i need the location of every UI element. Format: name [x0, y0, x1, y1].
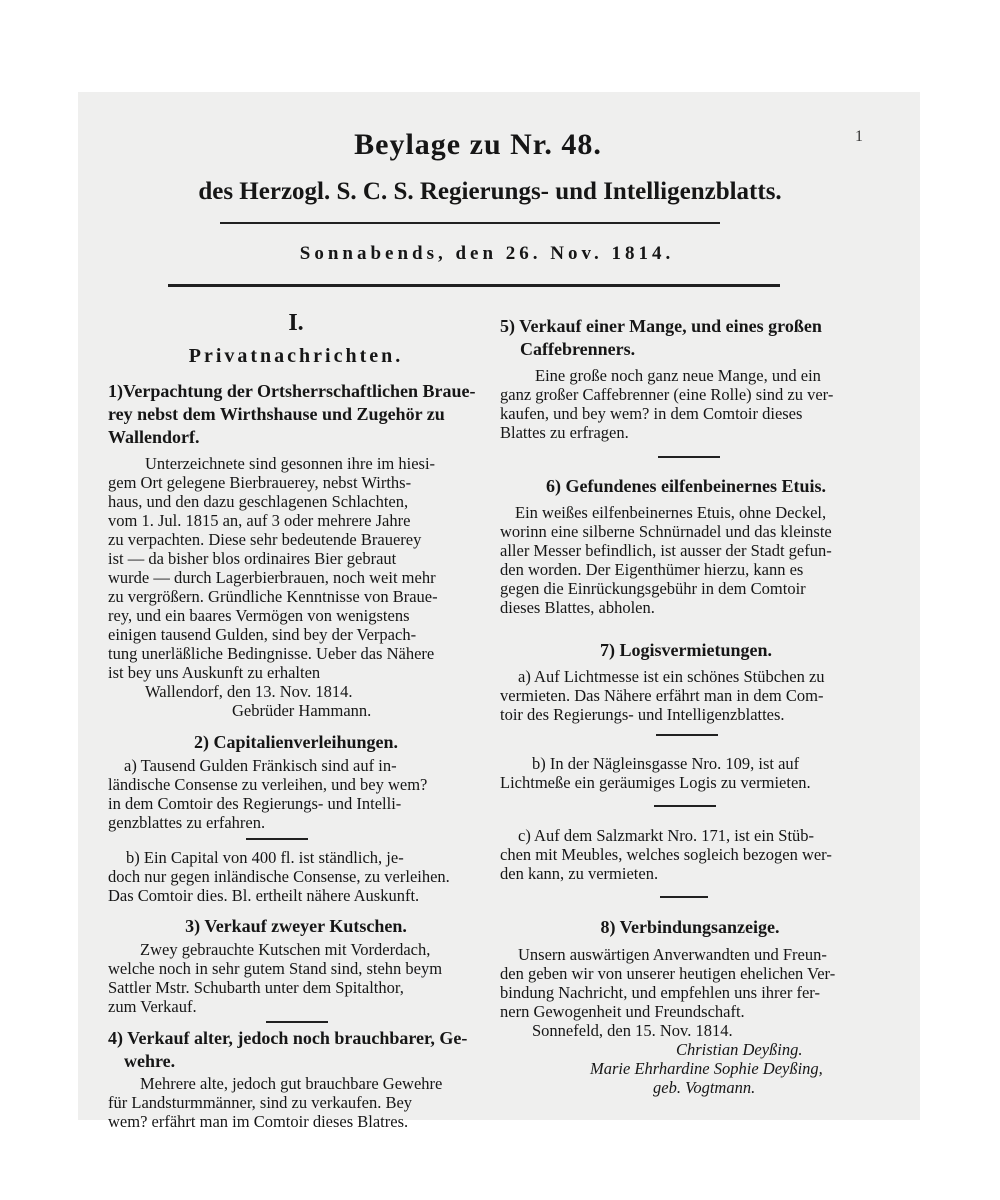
divider — [246, 838, 308, 840]
header-divider — [220, 222, 720, 224]
body-line: in dem Comtoir des Regierungs- und Intelli- — [108, 794, 402, 813]
body-line: Unsern auswärtigen Anverwandten und Freun- — [518, 945, 827, 964]
item1-heading: Wallendorf. — [108, 427, 200, 447]
item5-heading: 5) Verkauf einer Mange, und eines großen — [500, 316, 822, 336]
body-line: Zwey gebrauchte Kutschen mit Vorderdach, — [140, 940, 431, 959]
body-line: a) Auf Lichtmesse ist ein schönes Stübchen zu — [518, 667, 825, 686]
page-title: Beylage zu Nr. 48. — [354, 128, 602, 161]
body-line: kaufen, und bey wem? in dem Comtoir dieses — [500, 404, 803, 423]
body-line: dieses Blattes, abholen. — [500, 598, 655, 617]
body-line: ganz großer Caffebrenner (eine Rolle) sind zu ver- — [500, 385, 834, 404]
place-date: Wallendorf, den 13. Nov. 1814. — [145, 682, 353, 701]
body-line: doch nur gegen inländische Consense, zu verleihen. — [108, 867, 450, 886]
section-number: I. — [288, 310, 304, 336]
body-line: gem Ort gelegene Bierbrauerey, nebst Wirths- — [108, 473, 412, 492]
body-line: chen mit Meubles, welches sogleich bezogen wer- — [500, 845, 832, 864]
signature: geb. Vogtmann. — [653, 1078, 756, 1097]
body-line: ist bey uns Auskunft zu erhalten — [108, 663, 321, 682]
body-line: haus, und den dazu geschlagenen Schlachten, — [108, 492, 409, 511]
item6-heading: 6) Gefundenes eilfenbeinernes Etuis. — [545, 476, 827, 496]
item4-heading: 4) Verkauf alter, jedoch noch brauchbarer, Ge- — [108, 1028, 468, 1048]
body-line: ist — da bisher blos ordinaires Bier gebraut — [108, 549, 397, 568]
body-line: Eine große noch ganz neue Mange, und ein — [535, 366, 821, 385]
divider — [660, 896, 708, 898]
signature: Marie Ehrhardine Sophie Deyßing, — [590, 1059, 823, 1078]
body-line: toir des Regierungs- und Intelligenzblattes. — [500, 705, 785, 724]
header-bottom-rule — [168, 284, 780, 287]
divider — [654, 805, 716, 807]
item4-heading: wehre. — [124, 1051, 176, 1071]
body-line: den worden. Der Eigenthümer hierzu, kann es — [500, 560, 804, 579]
body-line: aller Messer befindlich, ist ausser der Stadt gefun- — [500, 541, 832, 560]
body-line: vermieten. Das Nähere erfährt man in dem Com- — [500, 686, 824, 705]
divider — [658, 456, 720, 458]
body-line: einigen tausend Gulden, sind bey der Verpach- — [108, 625, 417, 644]
issue-date: Sonnabends, den 26. Nov. 1814. — [299, 243, 675, 264]
body-line: Lichtmeße ein geräumiges Logis zu vermieten. — [500, 773, 811, 792]
body-line: Das Comtoir dies. Bl. ertheilt nähere Auskunft. — [108, 886, 420, 905]
body-line: wurde — durch Lagerbierbrauen, noch weit mehr — [108, 568, 436, 587]
body-line: Sattler Mstr. Schubarth unter dem Spitalthor, — [108, 978, 404, 997]
body-line: den geben wir von unserer heutigen ehelichen Ver- — [500, 964, 836, 983]
item1-heading: rey nebst dem Wirthshause und Zugehör zu — [108, 404, 445, 424]
body-line: zum Verkauf. — [108, 997, 197, 1016]
body-line: nern Gewogenheit und Freundschaft. — [500, 1002, 745, 1021]
item1-heading: 1)Verpachtung der Ortsherrschaftlichen Braue- — [108, 381, 476, 401]
body-line: wem? erfährt man im Comtoir dieses Blatres. — [108, 1112, 409, 1131]
item3-heading: 3) Verkauf zweyer Kutschen. — [185, 916, 407, 936]
body-line: worinn eine silberne Schnürnadel und das kleinste — [500, 522, 832, 541]
body-line: c) Auf dem Salzmarkt Nro. 171, ist ein Stüb- — [518, 826, 815, 845]
body-line: Mehrere alte, jedoch gut brauchbare Gewehre — [140, 1074, 443, 1093]
divider — [656, 734, 718, 736]
page-subtitle: des Herzogl. S. C. S. Regierungs- und Intelligenzblatts. — [198, 178, 782, 205]
page-mark: 1 — [855, 128, 863, 145]
body-line: ländische Consense zu verleihen, und bey wem? — [108, 775, 428, 794]
body-line: a) Tausend Gulden Fränkisch sind auf in- — [124, 756, 397, 775]
body-line: Ein weißes eilfenbeinernes Etuis, ohne Deckel, — [515, 503, 827, 522]
body-line: zu vergrößern. Gründliche Kenntnisse von Braue- — [108, 587, 438, 606]
body-line: den kann, zu vermieten. — [500, 864, 659, 883]
place-date: Sonnefeld, den 15. Nov. 1814. — [532, 1021, 733, 1040]
body-line: rey, und ein baares Vermögen von wenigstens — [108, 606, 410, 625]
body-line: für Landsturmmänner, sind zu verkaufen. Bey — [108, 1093, 413, 1112]
body-line: vom 1. Jul. 1815 an, auf 3 oder mehrere Jahre — [108, 511, 411, 530]
section-title: Privatnachrichten. — [188, 345, 404, 367]
body-line: gegen die Einrückungsgebühr in dem Comtoir — [500, 579, 806, 598]
body-line: b) In der Nägleinsgasse Nro. 109, ist auf — [532, 754, 800, 773]
body-line: Blattes zu erfragen. — [500, 423, 629, 442]
body-line: welche noch in sehr gutem Stand sind, stehn beym — [108, 959, 443, 978]
body-line: zu verpachten. Diese sehr bedeutende Brauerey — [108, 530, 422, 549]
divider — [266, 1021, 328, 1023]
item2-heading: 2) Capitalienverleihungen. — [193, 732, 399, 752]
body-line: Unterzeichnete sind gesonnen ihre im hiesi- — [145, 454, 436, 473]
body-line: genzblattes zu erfahren. — [108, 813, 266, 832]
item5-heading: Caffebrenners. — [520, 339, 636, 359]
body-line: tung unerläßliche Bedingnisse. Ueber das Nähere — [108, 644, 435, 663]
body-line: b) Ein Capital von 400 fl. ist ständlich, je- — [126, 848, 404, 867]
item8-heading: 8) Verbindungsanzeige. — [600, 917, 780, 937]
signature: Christian Deyßing. — [676, 1040, 803, 1059]
item7-heading: 7) Logisvermietungen. — [600, 640, 772, 660]
signature: Gebrüder Hammann. — [232, 701, 372, 720]
body-line: bindung Nachricht, und empfehlen uns ihrer fer- — [500, 983, 820, 1002]
